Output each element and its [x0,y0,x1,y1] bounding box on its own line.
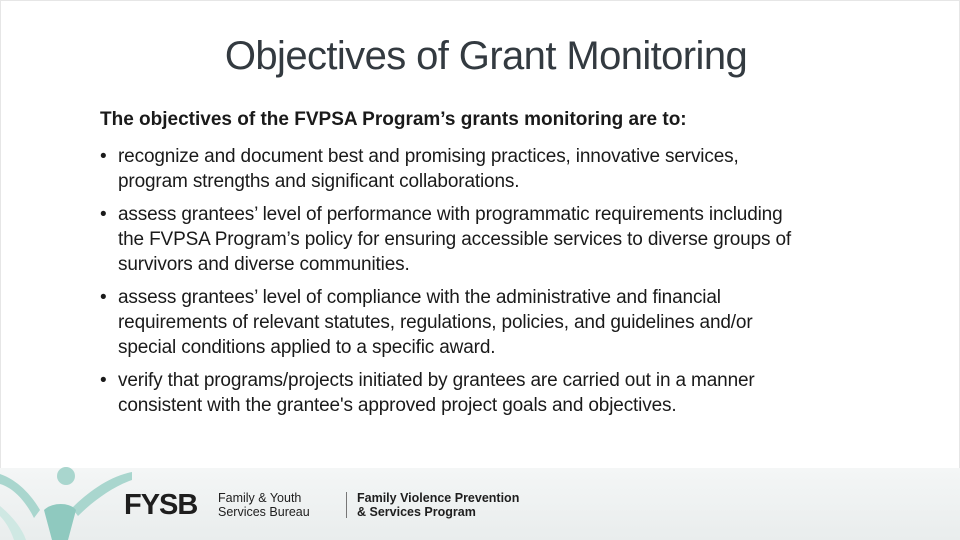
intro-text: The objectives of the FVPSA Program’s grants monitoring are to: [100,109,687,130]
program-name [357,491,519,519]
bullet-line: survivors and diverse communities. [118,254,410,275]
fysb-name-line: Services Bureau [218,505,310,519]
bullet-line: special conditions applied to a specific award. [118,337,496,358]
bullet-icon: • [100,204,107,225]
list-item [100,285,920,360]
list-item [100,368,920,418]
program-name-line: & Services Program [357,505,476,519]
list-item [100,202,920,277]
bullet-line: assess grantees’ level of performance with programmatic requirements including [118,204,783,225]
bullet-icon: • [100,370,107,391]
bullet-line: assess grantees’ level of compliance with the administrative and financial [118,287,721,308]
bullet-line: the FVPSA Program’s policy for ensuring accessible services to diverse groups of [118,229,792,250]
fysb-name [218,491,310,519]
objectives-list [100,144,920,426]
program-name-line: Family Violence Prevention [357,491,520,505]
bullet-line: consistent with the grantee's approved project goals and objectives. [118,395,677,416]
fysb-name-line: Family & Youth [218,491,302,505]
list-item [100,144,920,194]
bullet-icon: • [100,146,107,167]
bullet-icon: • [100,287,107,308]
person-with-raised-arms-icon [0,466,140,540]
slide-title: Objectives of Grant Monitoring [224,34,748,78]
footer-divider [346,492,347,518]
fysb-logo: FYSB [124,489,198,521]
bullet-line: requirements of relevant statutes, regulations, policies, and guidelines and/or [118,312,753,333]
bullet-line: program strengths and significant collaborations. [118,171,520,192]
bullet-line: recognize and document best and promising practices, innovative services, [118,146,739,167]
bullet-line: verify that programs/projects initiated by grantees are carried out in a manner [118,370,755,391]
